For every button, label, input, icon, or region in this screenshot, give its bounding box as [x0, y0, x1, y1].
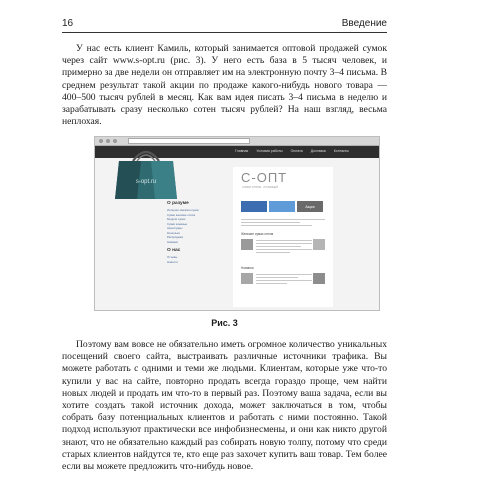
promo-tile: Акции [297, 201, 323, 212]
page-number: 16 [62, 18, 74, 29]
content-block-title: Новинки [241, 266, 254, 270]
site-logo: С-ОПТ [241, 170, 288, 185]
product-thumbnail [241, 239, 253, 250]
content-block-title: Женские сумки оптом [241, 232, 274, 236]
text-placeholder [256, 274, 312, 286]
site-sidebar [167, 197, 223, 264]
paragraph-main: Поэтому вам вовсе не обязательно иметь огромное количество уникальных посещений своего сайта, выстраивать различные источники трафика. Вы можете работать с одними и теми же людьми. Клиентам, которые уже что-то купили у вас на сайте, повторно продать всегда гораздо проще, чем найти новых людей и продать им что-то в первый раз. Поэтому ваша задача, если вы хотите создать такой источник дохода, может заключаться в том, чтобы собрать базу потенциальных клиентов и работать с ними постоянно. Такой подход используют практически все инфобизнесмены, и они как никто другой знают, что не обязательно каждый раз собирать новую толпу, потому что среди старых клиентов найдутся те, кто еще раз захочет купить ваш товар. Тем более если вы можете предложить что-нибудь новое. [62, 339, 387, 473]
site-nav-item: Контакты [333, 149, 349, 153]
bag-watermark: s-opt.ru [135, 179, 157, 185]
site-main-content [233, 167, 333, 307]
paragraph-intro: У нас есть клиент Камиль, который занимается оптовой продажей сумок через сайт www.s-opt.ru (рис. 3). У него есть база в 5 тысяч человек, и примерно за две недели он отправляет им на электронную почту 3–4 письма. В среднем результат такой акции по продаже какого-нибудь нового товара — 400–500 тысяч рублей в месяц. Как вам идея писать 3–4 письма в неделю и зарабатывать сразу несколько сотен тысяч рублей? На наш взгляд, весьма неплохая. [62, 43, 387, 128]
product-thumbnail [313, 239, 325, 250]
window-control-icon [99, 139, 103, 143]
promo-tile [269, 201, 295, 212]
site-nav [235, 149, 349, 153]
sidebar-link: Отзывы [167, 255, 178, 259]
text-placeholder [256, 240, 312, 255]
website-screenshot [94, 136, 380, 311]
promo-tiles [241, 201, 323, 212]
figure-caption: Рис. 3 [211, 318, 238, 328]
window-control-icon [106, 139, 110, 143]
site-nav-item: Доставка [310, 149, 326, 153]
sidebar-link: Модели сумок [167, 217, 186, 221]
site-nav-item: Оплата [290, 149, 303, 153]
text-placeholder [241, 219, 325, 228]
sidebar-section-title: О разуме [167, 201, 189, 206]
site-nav-item: Условия работы [256, 149, 283, 153]
promo-tile [241, 201, 267, 212]
sidebar-link: Аксессуары [167, 226, 183, 230]
handbag-image [111, 143, 181, 201]
sidebar-link: Новости [167, 259, 178, 264]
site-tagline: СУМКИ ОПТОМ · РОЗНИЦЕЙ [242, 186, 279, 189]
section-title: Введение [341, 18, 387, 29]
sidebar-link: Сумки кожаные [167, 221, 188, 226]
running-head [62, 18, 387, 33]
product-thumbnail [313, 273, 325, 284]
sidebar-link: Новинки [167, 239, 178, 244]
sidebar-link: Интернет-магазин сумок [167, 208, 199, 212]
sidebar-link: Распродажа [167, 235, 183, 239]
sidebar-link: Кошельки [167, 230, 180, 235]
site-nav-item: Главная [235, 149, 249, 153]
sidebar-section-title: О нас [167, 248, 181, 253]
sidebar-link: Сумки женские оптом [167, 212, 196, 217]
product-thumbnail [241, 273, 253, 284]
